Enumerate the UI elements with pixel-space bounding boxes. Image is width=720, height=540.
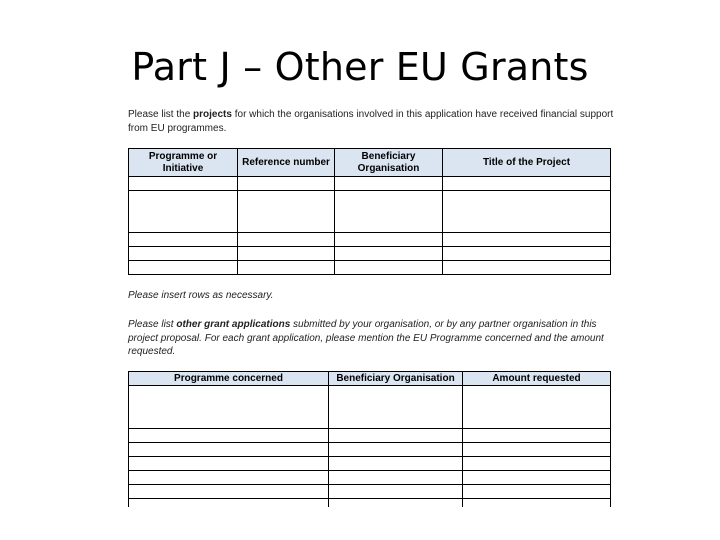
table-cell[interactable] — [238, 247, 335, 261]
table-cell[interactable] — [129, 233, 238, 247]
projects-header-row — [129, 149, 611, 177]
table-cell[interactable] — [443, 191, 611, 233]
table-cell[interactable] — [129, 386, 329, 429]
table-cell[interactable] — [443, 247, 611, 261]
table-cell[interactable] — [329, 429, 463, 443]
table-row — [129, 429, 611, 443]
table-cell[interactable] — [238, 261, 335, 275]
projects-table — [128, 148, 611, 275]
table-cell[interactable] — [335, 191, 443, 233]
grant-applications-table — [128, 371, 611, 507]
table-row — [129, 471, 611, 485]
table-row — [129, 261, 611, 275]
table-row — [129, 177, 611, 191]
table-cell[interactable] — [238, 177, 335, 191]
column-header-beneficiary-organisation: Beneficiary Organisation — [335, 149, 443, 177]
table-cell[interactable] — [329, 457, 463, 471]
table-cell[interactable] — [129, 177, 238, 191]
table-cell[interactable] — [129, 499, 329, 508]
table-cell[interactable] — [329, 499, 463, 508]
column-header-programme-or-initiative: Programme or Initiative — [129, 149, 238, 177]
table-cell[interactable] — [129, 247, 238, 261]
table-cell[interactable] — [129, 261, 238, 275]
table-cell[interactable] — [463, 386, 611, 429]
insert-rows-note: Please insert rows as necessary. — [128, 290, 274, 301]
table-cell[interactable] — [463, 443, 611, 457]
column-header-amount-requested: Amount requested — [463, 372, 611, 386]
table-cell[interactable] — [238, 191, 335, 233]
slide-title: Part J – Other EU Grants — [131, 45, 589, 89]
table-cell[interactable] — [463, 499, 611, 508]
table-cell[interactable] — [329, 485, 463, 499]
table-cell[interactable] — [129, 485, 329, 499]
table-cell[interactable] — [129, 471, 329, 485]
table-row — [129, 233, 611, 247]
table-row — [129, 191, 611, 233]
column-header-title-of-the-project: Title of the Project — [443, 149, 611, 177]
table-cell[interactable] — [463, 471, 611, 485]
table-cell[interactable] — [335, 233, 443, 247]
projects-instructions: Please list the projects for which the organisations involved in this application have received financial support from EU programmes. — [128, 109, 614, 134]
column-header-beneficiary-organisation: Beneficiary Organisation — [329, 372, 463, 386]
table-cell[interactable] — [335, 261, 443, 275]
grant-applications-instructions: Please list other grant applications submitted by your organisation, or by any partner organisation in this project proposal. For each grant application, please mention the EU Programme concerned and the amount requested. — [128, 319, 604, 357]
table-row — [129, 457, 611, 471]
table-cell[interactable] — [335, 247, 443, 261]
column-header-programme-concerned: Programme concerned — [129, 372, 329, 386]
grant-header-row — [129, 372, 611, 386]
table-cell[interactable] — [238, 233, 335, 247]
table-cell[interactable] — [329, 443, 463, 457]
table-cell[interactable] — [463, 485, 611, 499]
table-cell[interactable] — [129, 443, 329, 457]
table-row — [129, 499, 611, 508]
table-row — [129, 485, 611, 499]
table-row — [129, 443, 611, 457]
table-cell[interactable] — [443, 233, 611, 247]
table-cell[interactable] — [129, 429, 329, 443]
table-cell[interactable] — [463, 457, 611, 471]
table-cell[interactable] — [129, 457, 329, 471]
column-header-reference-number: Reference number — [238, 149, 335, 177]
table-row — [129, 247, 611, 261]
table-cell[interactable] — [329, 386, 463, 429]
table-row — [129, 386, 611, 429]
table-cell[interactable] — [129, 191, 238, 233]
table-cell[interactable] — [463, 429, 611, 443]
table-cell[interactable] — [443, 177, 611, 191]
table-cell[interactable] — [443, 261, 611, 275]
table-cell[interactable] — [329, 471, 463, 485]
table-cell[interactable] — [335, 177, 443, 191]
